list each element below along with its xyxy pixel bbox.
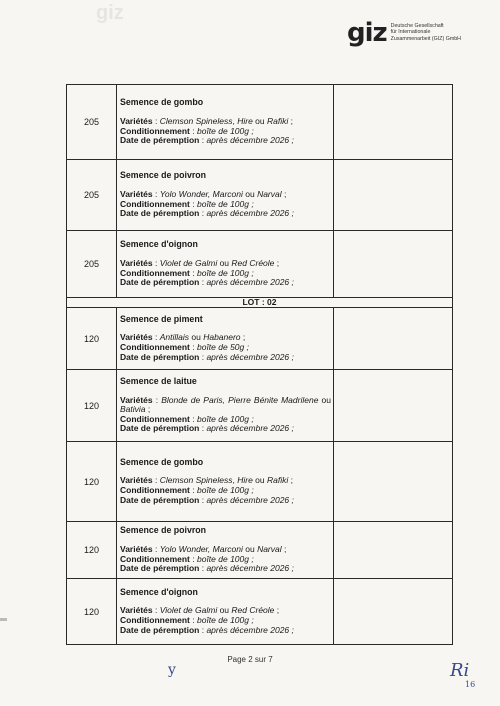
scan-mark (0, 618, 7, 621)
item-title: Semence de poivron (120, 170, 207, 181)
handwritten-initials: Ri (450, 660, 470, 681)
description-cell (117, 370, 334, 442)
varieties-line: Variétés : Blonde de Paris, Pierre Bénite Madrilene ou Bativia ; (120, 394, 331, 415)
table-row (67, 442, 453, 522)
packaging-line: Conditionnement : boîte de 100g ; (120, 267, 254, 278)
quantity-cell: 205 (67, 160, 117, 231)
description-cell (117, 579, 334, 645)
packaging-line: Conditionnement : boîte de 100g ; (120, 485, 254, 495)
logo-line: Zusammenarbeit (GIZ) GmbH (390, 35, 462, 42)
packaging-line: Conditionnement : boîte de 100g ; (120, 198, 254, 209)
lot-label: LOT : 02 (67, 298, 453, 308)
packaging-line: Conditionnement : boîte de 100g ; (120, 615, 254, 625)
description-cell (117, 160, 334, 231)
table-row (67, 85, 453, 160)
varieties-line: Variétés : Clemson Spineless, Hire ou Rafiki ; (120, 115, 293, 126)
item-title: Semence d'oignon (120, 586, 198, 597)
packaging-line: Conditionnement : boîte de 50g ; (120, 342, 249, 352)
item-title: Semence de gombo (120, 456, 204, 467)
expiry-line: Date de péremption : après décembre 2026 ; (120, 277, 294, 288)
expiry-line: Date de péremption : après décembre 2026 ; (120, 624, 294, 635)
product-photo (334, 442, 453, 522)
description-cell (117, 308, 334, 370)
product-photo (334, 231, 453, 298)
quantity-cell: 120 (67, 579, 117, 645)
description-cell (117, 522, 334, 579)
description-cell (117, 231, 334, 298)
packaging-line: Conditionnement : boîte de 100g ; (120, 125, 254, 136)
expiry-line: Date de péremption : après décembre 2026 ; (120, 563, 294, 574)
expiry-line: Date de péremption : après décembre 2026 ; (120, 208, 294, 219)
bleed-through-mark: giz (96, 2, 124, 24)
table-row (67, 308, 453, 370)
logo-text (391, 23, 461, 42)
product-photo (334, 160, 453, 231)
product-photo (334, 85, 453, 160)
item-title: Semence de gombo (120, 97, 204, 108)
packaging-line: Conditionnement : boîte de 100g ; (120, 553, 254, 564)
table-row (67, 370, 453, 442)
lot-row (67, 298, 453, 308)
varieties-line: Variétés : Violet de Galmi ou Red Créole ; (120, 605, 280, 616)
seed-table (66, 84, 453, 645)
expiry-line: Date de péremption : après décembre 2026 ; (120, 423, 294, 434)
description-cell (117, 442, 334, 522)
varieties-line: Variétés : Yolo Wonder, Marconi ou Narval ; (120, 188, 287, 199)
table-row (67, 579, 453, 645)
item-title: Semence de piment (120, 313, 203, 324)
varieties-line: Variétés : Yolo Wonder, Marconi ou Narval ; (120, 543, 287, 554)
product-photo (334, 308, 453, 370)
expiry-line: Date de péremption : après décembre 2026 ; (120, 351, 294, 362)
item-title: Semence de poivron (120, 525, 207, 536)
handwritten-mark: y (168, 662, 176, 678)
varieties-line: Variétés : Violet de Galmi ou Red Créole ; (120, 257, 280, 268)
varieties-line: Variétés : Antillais ou Habanero ; (120, 332, 246, 343)
packaging-line: Conditionnement : boîte de 100g ; (120, 413, 254, 424)
description-cell (117, 85, 334, 160)
item-title: Semence d'oignon (120, 239, 198, 250)
expiry-line: Date de péremption : après décembre 2026 ; (120, 135, 294, 146)
product-photo (334, 370, 453, 442)
quantity-cell: 120 (67, 370, 117, 442)
varieties-line: Variétés : Clemson Spineless, Hire ou Rafiki ; (120, 475, 293, 486)
item-title: Semence de laitue (120, 376, 197, 387)
table-row (67, 231, 453, 298)
quantity-cell: 120 (67, 522, 117, 579)
quantity-cell: 120 (67, 308, 117, 370)
page-number: Page 2 sur 7 (227, 655, 273, 664)
quantity-cell: 205 (67, 85, 117, 160)
giz-logo (347, 18, 462, 48)
product-photo (334, 579, 453, 645)
quantity-cell: 205 (67, 231, 117, 298)
table-row (67, 522, 453, 579)
table-row (67, 160, 453, 231)
logo-mark: giz (347, 18, 387, 48)
product-photo (334, 522, 453, 579)
expiry-line: Date de péremption : après décembre 2026 ; (120, 494, 294, 505)
logo-line: für Internationale (390, 29, 431, 36)
handwritten-page-note: 16 (465, 680, 476, 689)
quantity-cell: 120 (67, 442, 117, 522)
logo-line: Deutsche Gesellschaft (390, 23, 444, 29)
